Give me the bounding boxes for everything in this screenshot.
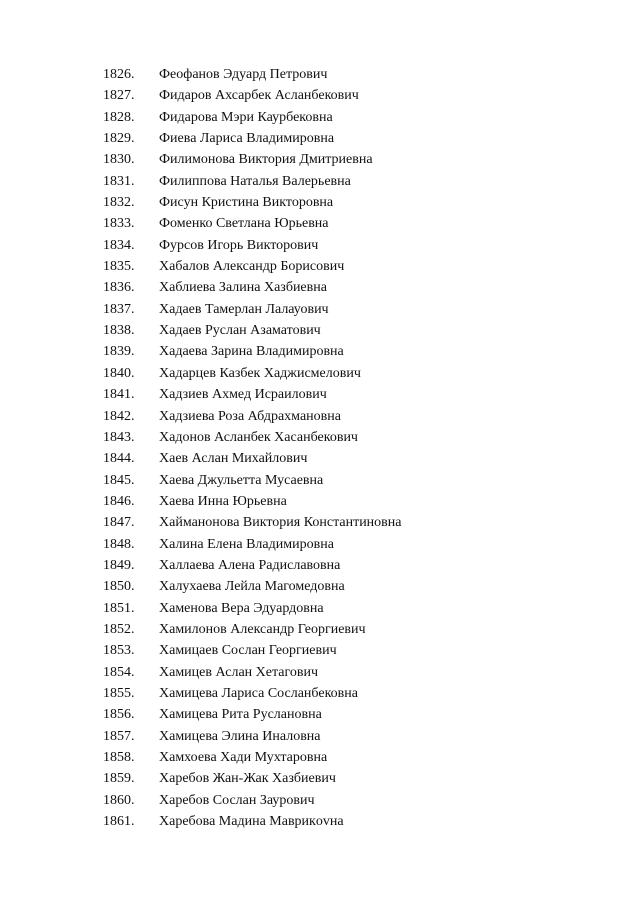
entry-name: Харебов Жан-Жак Хазбиевич bbox=[159, 771, 336, 787]
list-item bbox=[103, 363, 402, 384]
list-item bbox=[103, 64, 402, 85]
entry-name: Хадзиева Роза Абдрахмановна bbox=[159, 408, 341, 424]
entry-number: 1849. bbox=[103, 557, 135, 573]
list-item bbox=[103, 256, 402, 277]
entry-number: 1851. bbox=[103, 600, 135, 616]
entry-number: 1835. bbox=[103, 259, 135, 275]
entry-number: 1843. bbox=[103, 429, 135, 445]
entry-name: Хаблиева Залина Хазбиевна bbox=[159, 280, 327, 296]
list-item bbox=[103, 747, 402, 768]
list-item bbox=[103, 683, 402, 704]
numbered-name-list bbox=[103, 64, 402, 832]
entry-name: Харебова Мадина Маврикovна bbox=[159, 814, 344, 830]
entry-name: Хамилонов Александр Георгиевич bbox=[159, 621, 366, 637]
entry-number: 1860. bbox=[103, 792, 135, 808]
entry-number: 1834. bbox=[103, 237, 135, 253]
entry-number: 1847. bbox=[103, 515, 135, 531]
entry-number: 1844. bbox=[103, 451, 135, 467]
list-item bbox=[103, 192, 402, 213]
list-item bbox=[103, 598, 402, 619]
entry-name: Хаев Аслан Михайлович bbox=[159, 451, 308, 467]
entry-name: Хамицева Рита Руслановна bbox=[159, 707, 322, 723]
entry-name: Халина Елена Владимировна bbox=[159, 536, 334, 552]
entry-number: 1852. bbox=[103, 621, 135, 637]
entry-name: Фидаров Ахсарбек Асланбекович bbox=[159, 88, 359, 104]
entry-name: Фоменко Светлана Юрьевна bbox=[159, 216, 329, 232]
list-item bbox=[103, 427, 402, 448]
list-item bbox=[103, 555, 402, 576]
list-item bbox=[103, 491, 402, 512]
entry-number: 1833. bbox=[103, 216, 135, 232]
entry-name: Хаева Инна Юрьевна bbox=[159, 493, 287, 509]
entry-name: Хамицева Элина Иналовна bbox=[159, 728, 321, 744]
entry-number: 1838. bbox=[103, 323, 135, 339]
entry-name: Хамицаев Сослан Георгиевич bbox=[159, 643, 337, 659]
entry-name: Филиппова Наталья Валерьевна bbox=[159, 173, 351, 189]
entry-number: 1839. bbox=[103, 344, 135, 360]
entry-number: 1858. bbox=[103, 750, 135, 765]
entry-name: Хадаева Зарина Владимировна bbox=[159, 344, 344, 360]
list-item bbox=[103, 171, 402, 192]
entry-name: Фурсов Игорь Викторович bbox=[159, 237, 319, 253]
entry-name: Фидарова Мэри Каурбековна bbox=[159, 109, 333, 125]
entry-name: Харебов Сослан Заурович bbox=[159, 792, 315, 808]
list-item bbox=[103, 107, 402, 128]
list-item bbox=[103, 277, 402, 298]
entry-name: Хадаев Руслан Азаматович bbox=[159, 323, 321, 339]
entry-number: 1848. bbox=[103, 536, 135, 552]
list-item bbox=[103, 406, 402, 427]
entry-name: Хаева Джульетта Мусаевна bbox=[159, 472, 324, 488]
entry-number: 1828. bbox=[103, 109, 135, 125]
entry-name: Филимонова Виктория Дмитриевна bbox=[159, 152, 373, 168]
entry-number: 1826. bbox=[103, 67, 135, 82]
entry-number: 1830. bbox=[103, 152, 135, 168]
list-item bbox=[103, 470, 402, 491]
entry-number: 1856. bbox=[103, 707, 135, 723]
entry-name: Хадзиев Ахмед Исраилович bbox=[159, 387, 327, 403]
list-item bbox=[103, 213, 402, 234]
entry-number: 1840. bbox=[103, 365, 135, 381]
entry-name: Хадаев Тамерлан Лалауович bbox=[159, 301, 329, 317]
list-item bbox=[103, 235, 402, 256]
entry-name: Хаменова Вера Эдуардовна bbox=[159, 600, 324, 616]
entry-number: 1857. bbox=[103, 728, 135, 744]
list-item bbox=[103, 149, 402, 170]
list-item bbox=[103, 320, 402, 341]
entry-name: Хамицев Аслан Хетагович bbox=[159, 664, 319, 680]
entry-name: Хамхоева Хади Мухтаровна bbox=[159, 750, 328, 765]
list-item bbox=[103, 299, 402, 320]
list-item bbox=[103, 384, 402, 405]
entry-number: 1836. bbox=[103, 280, 135, 296]
list-item bbox=[103, 128, 402, 149]
list-item bbox=[103, 512, 402, 533]
list-item bbox=[103, 85, 402, 106]
entry-number: 1846. bbox=[103, 493, 135, 509]
entry-number: 1832. bbox=[103, 195, 135, 211]
entry-number: 1829. bbox=[103, 131, 135, 147]
entry-number: 1831. bbox=[103, 173, 135, 189]
entry-number: 1827. bbox=[103, 88, 135, 104]
entry-number: 1845. bbox=[103, 472, 135, 488]
entry-name: Хабалов Александр Борисович bbox=[159, 259, 345, 275]
entry-name: Хамицева Лариса Сосланбековна bbox=[159, 685, 358, 701]
list-item bbox=[103, 662, 402, 683]
entry-name: Халухаева Лейла Магомедовна bbox=[159, 579, 345, 595]
entry-number: 1855. bbox=[103, 685, 135, 701]
entry-number: 1861. bbox=[103, 814, 135, 830]
entry-number: 1850. bbox=[103, 579, 135, 595]
list-item bbox=[103, 704, 402, 725]
list-item bbox=[103, 619, 402, 640]
list-item bbox=[103, 341, 402, 362]
list-item bbox=[103, 534, 402, 555]
entry-number: 1854. bbox=[103, 664, 135, 680]
entry-name: Халлаева Алена Радиславовна bbox=[159, 557, 341, 573]
entry-name: Хайманонова Виктория Константиновна bbox=[159, 515, 402, 531]
entry-name: Фиева Лариса Владимировна bbox=[159, 131, 335, 147]
entry-number: 1842. bbox=[103, 408, 135, 424]
list-item bbox=[103, 640, 402, 661]
list-item bbox=[103, 811, 402, 832]
entry-name: Хадонов Асланбек Хасанбекович bbox=[159, 429, 358, 445]
entry-name: Фисун Кристина Викторовна bbox=[159, 195, 334, 211]
list-item bbox=[103, 448, 402, 469]
list-item bbox=[103, 790, 402, 811]
entry-name: Феофанов Эдуард Петрович bbox=[159, 67, 328, 82]
entry-name: Хадарцев Казбек Хаджисмелович bbox=[159, 365, 361, 381]
entry-number: 1859. bbox=[103, 771, 135, 787]
entry-number: 1837. bbox=[103, 301, 135, 317]
list-item bbox=[103, 576, 402, 597]
entry-number: 1841. bbox=[103, 387, 135, 403]
list-item bbox=[103, 768, 402, 789]
entry-number: 1853. bbox=[103, 643, 135, 659]
list-item bbox=[103, 726, 402, 747]
